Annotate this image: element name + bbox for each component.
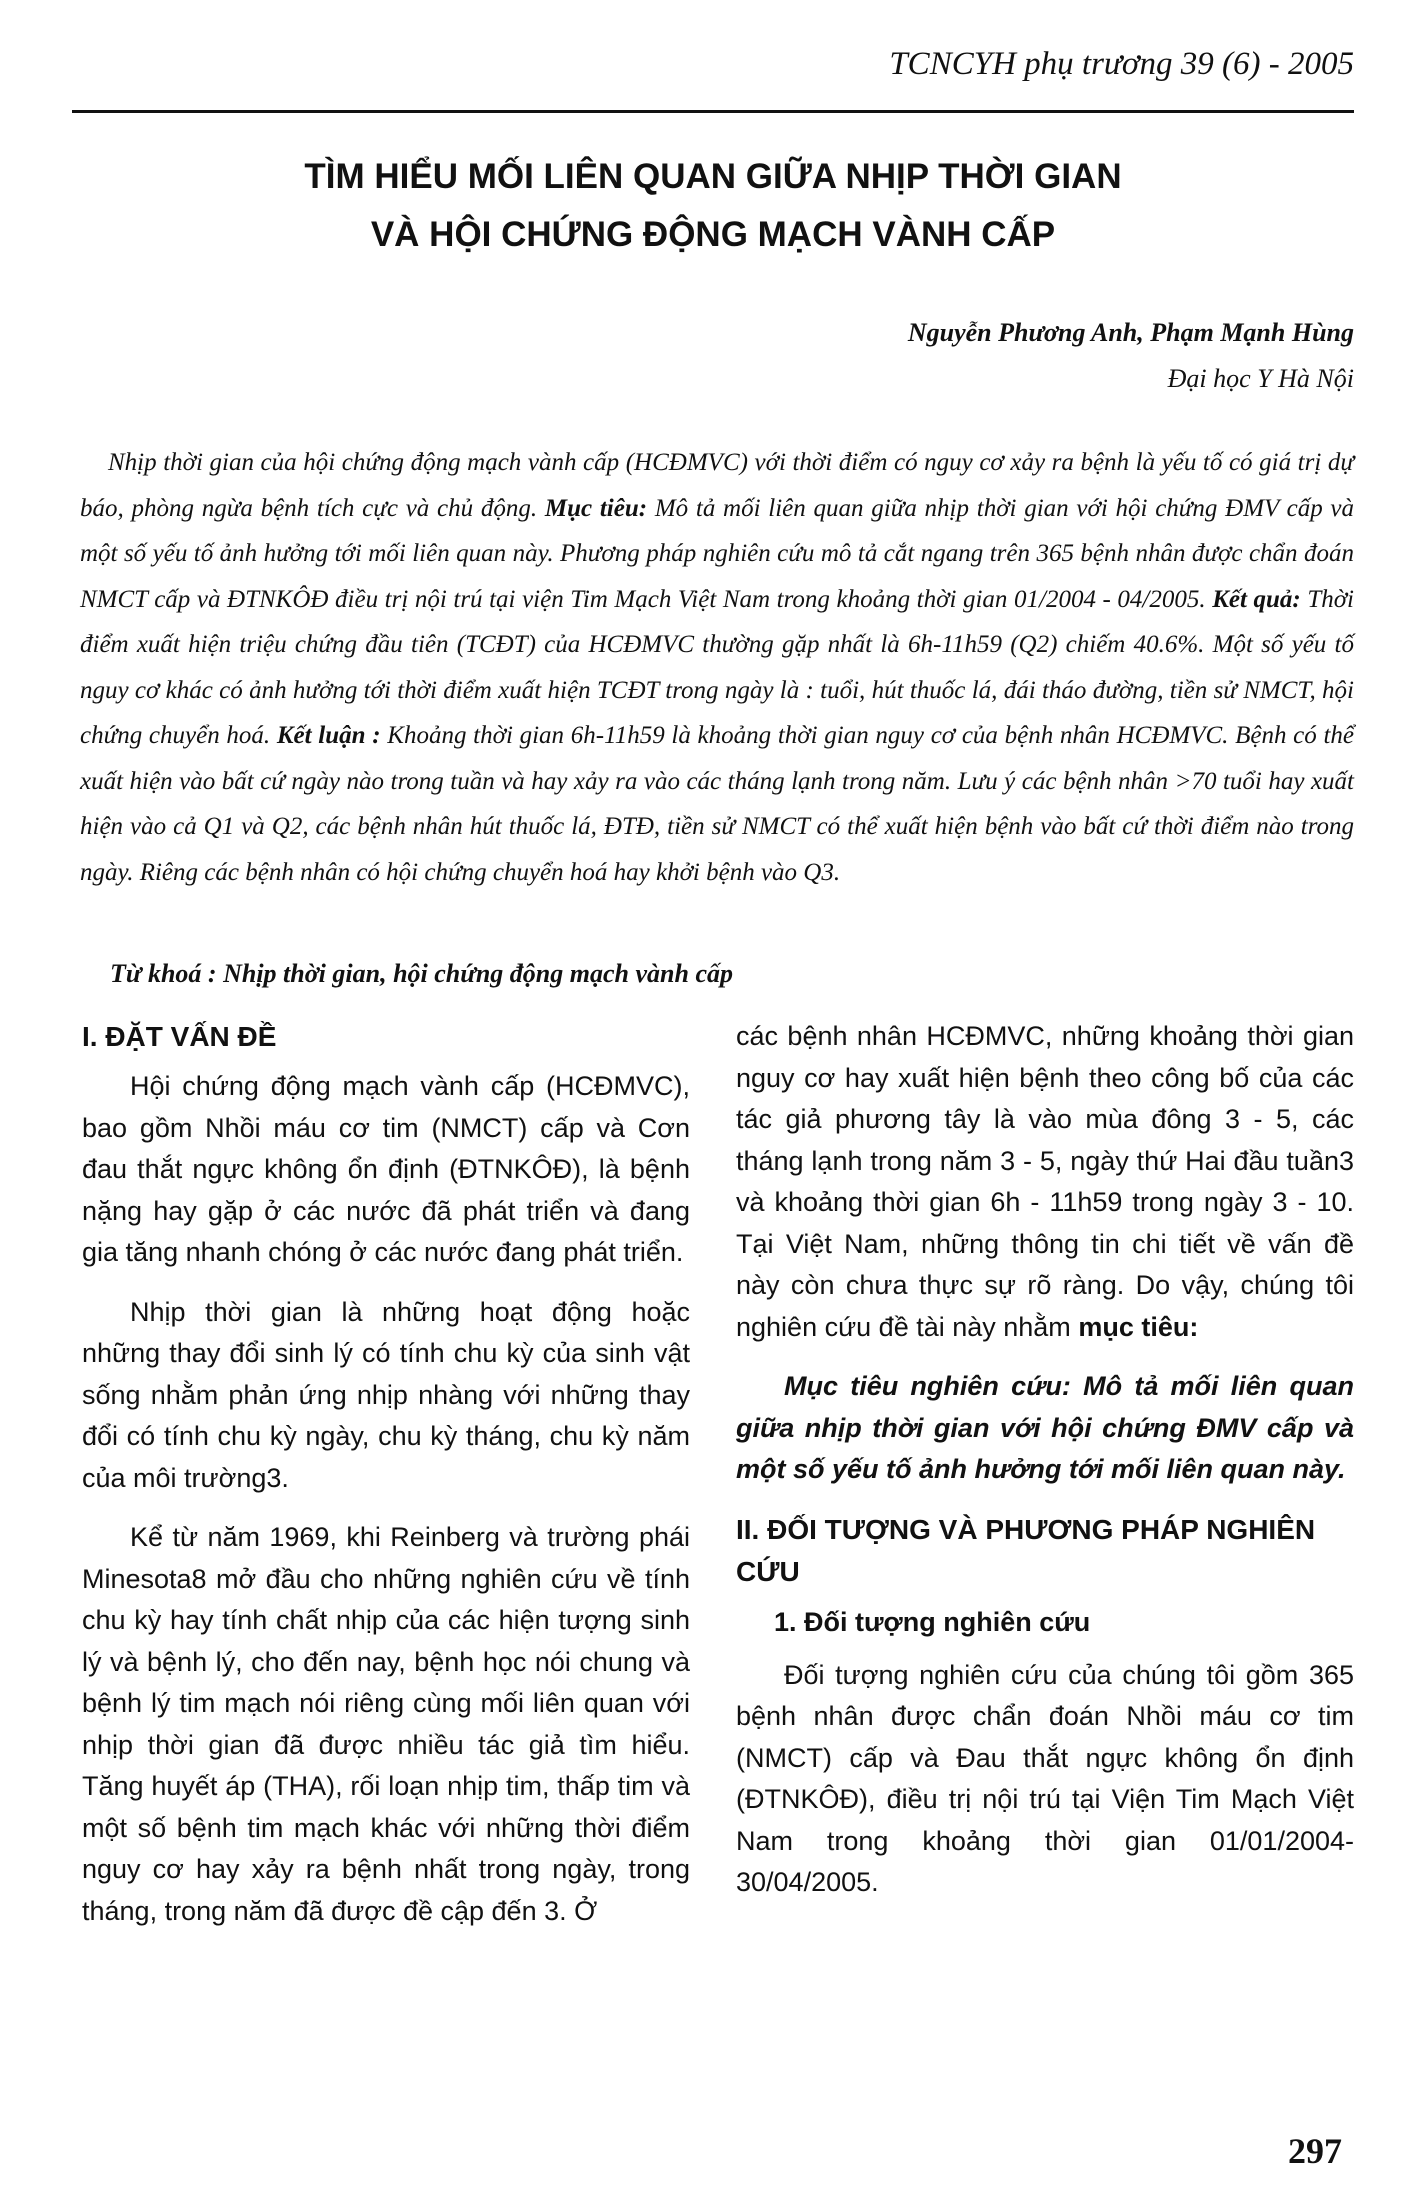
title-line-1: TÌM HIỂU MỐI LIÊN QUAN GIỮA NHỊP THỜI GIAN <box>304 157 1122 196</box>
section-heading-1: I. ĐẶT VẤN ĐỀ <box>82 1021 277 1052</box>
objective-label: Mục tiêu: <box>544 494 648 522</box>
paragraph <box>736 1016 1354 1348</box>
abstract-part-3: Thời điểm xuất hiện triệu chứng đầu tiên (TCĐT) của HCĐMVC thường gặp nhất là 6h-11h59 (Q2) chiếm 40.6%. Một số yếu tố nguy cơ khác có ảnh hưởng tới thời điểm xuất hiện TCĐT trong ngày là : tuổi, hút thuốc lá, đái tháo đường, tiền sử NMCT, hội chứng chuyển hoá. <box>80 585 1355 749</box>
abstract-part-4: Khoảng thời gian 6h-11h59 là khoảng thời gian nguy cơ của bệnh nhân HCĐMVC. Bệnh có thể xuất hiện vào bất cứ ngày nào trong tuần và hay xảy ra vào các tháng lạnh trong năm. Lưu ý các bệnh nhân >70 tuổi hay xuất hiện vào cả Q1 và Q2, các bệnh nhân hút thuốc lá, ĐTĐ, tiền sử NMCT có thể xuất hiện bệnh vào bất cứ thời điểm nào trong ngày. Riêng các bệnh nhân có hội chứng chuyển hoá hay khởi bệnh vào Q3. <box>80 722 1355 886</box>
conclusion-label: Kết luận : <box>276 722 381 749</box>
subsection-heading: 1. Đối tượng nghiên cứu <box>774 1606 1091 1637</box>
paragraph: Đối tượng nghiên cứu của chúng tôi gồm 365 bệnh nhân được chẩn đoán Nhồi máu cơ tim (NMCT) cấp và Đau thắt ngực không ổn định (ĐTNKÔĐ), điều trị nội trú tại Viện Tim Mạch Việt Nam trong khoảng thời gian 01/01/2004-30/04/2005. <box>736 1659 1354 1897</box>
article-title <box>72 148 1354 264</box>
result-label: Kết quả: <box>1212 585 1301 613</box>
affiliation: Đại học Y Hà Nội <box>1167 364 1354 393</box>
paragraph: Kể từ năm 1969, khi Reinberg và trường phái Minesota8 mở đầu cho những nghiên cứu về tính chu kỳ hay tính chất nhịp của các hiện tượng sinh lý và bệnh lý, cho đến nay, bệnh học nói chung và bệnh lý tim mạch nói riêng cùng mối liên quan với nhịp thời gian đã được nhiều tác giả tìm hiểu. Tăng huyết áp (THA), rối loạn nhịp tim, thấp tim và một số bệnh tim mạch khác với những thời điểm nguy cơ hay xảy ra bệnh nhất trong ngày, trong tháng, trong năm đã được đề cập đến 3. Ở <box>82 1522 690 1926</box>
abstract-part-1: Nhịp thời gian của hội chứng động mạch vành cấp (HCĐMVC) với thời điểm có nguy cơ xảy ra bệnh là yếu tố có giá trị dự báo, phòng ngừa bệnh tích cực và chủ động. <box>80 449 1354 522</box>
paragraph: Nhịp thời gian là những hoạt động hoặc những thay đổi sinh lý có tính chu kỳ của sinh vật sống nhằm phản ứng nhịp nhàng với những thay đổi có tính chu kỳ ngày, chu kỳ tháng, chu kỳ năm của môi trường3. <box>82 1296 690 1493</box>
authors: Nguyễn Phương Anh, Phạm Mạnh Hùng <box>907 318 1354 347</box>
section-heading-2: II. ĐỐI TƯỢNG VÀ PHƯƠNG PHÁP NGHIÊN CỨU <box>736 1513 1316 1587</box>
paragraph: Hội chứng động mạch vành cấp (HCĐMVC), bao gồm Nhồi máu cơ tim (NMCT) cấp và Cơn đau thắt ngực không ổn định (ĐTNKÔĐ), là bệnh nặng hay gặp ở các nước đã phát triển và đang gia tăng nhanh chóng ở các nước đang phát triển. <box>82 1071 690 1267</box>
study-objective: Mục tiêu nghiên cứu: Mô tả mối liên quan giữa nhịp thời gian với hội chứng ĐMV cấp và một số yếu tố ảnh hưởng tới mối liên quan này. <box>736 1371 1354 1484</box>
header-rule <box>72 110 1354 113</box>
abstract <box>80 440 1354 895</box>
abstract-part-2: Mô tả mối liên quan giữa nhịp thời gian với hội chứng ĐMV cấp và một số yếu tố ảnh hưởng tới mối liên quan này. Phương pháp nghiên cứu mô tả cắt ngang trên 365 bệnh nhân được chẩn đoán NMCT cấp và ĐTNKÔĐ điều trị nội trú tại viện Tim Mạch Việt Nam trong khoảng thời gian 01/2004 - 04/2005. <box>80 494 1355 613</box>
journal-header: TCNCYH phụ trương 39 (6) - 2005 <box>889 46 1354 82</box>
author-block <box>908 310 1354 402</box>
keywords: Từ khoá : Nhịp thời gian, hội chứng động mạch vành cấp <box>110 959 733 988</box>
page-number: 297 <box>1288 2131 1342 2171</box>
left-column <box>82 1016 690 1950</box>
objective-inline-label: mục tiêu: <box>1078 1311 1199 1342</box>
right-column <box>736 1016 1354 1922</box>
title-line-2: VÀ HỘI CHỨNG ĐỘNG MẠCH VÀNH CẤP <box>370 215 1056 254</box>
paragraph-text: các bệnh nhân HCĐMVC, những khoảng thời gian nguy cơ hay xuất hiện bệnh theo công bố của các tác giả phương tây là vào mùa đông 3 - 5, các tháng lạnh trong năm 3 - 5, ngày thứ Hai đầu tuần3 và khoảng thời gian 6h - 11h59 trong ngày 3 - 10. Tại Việt Nam, những thông tin chi tiết về vấn đề này còn chưa thực sự rõ ràng. Do vậy, chúng tôi nghiên cứu đề tài này nhằm <box>736 1021 1354 1342</box>
